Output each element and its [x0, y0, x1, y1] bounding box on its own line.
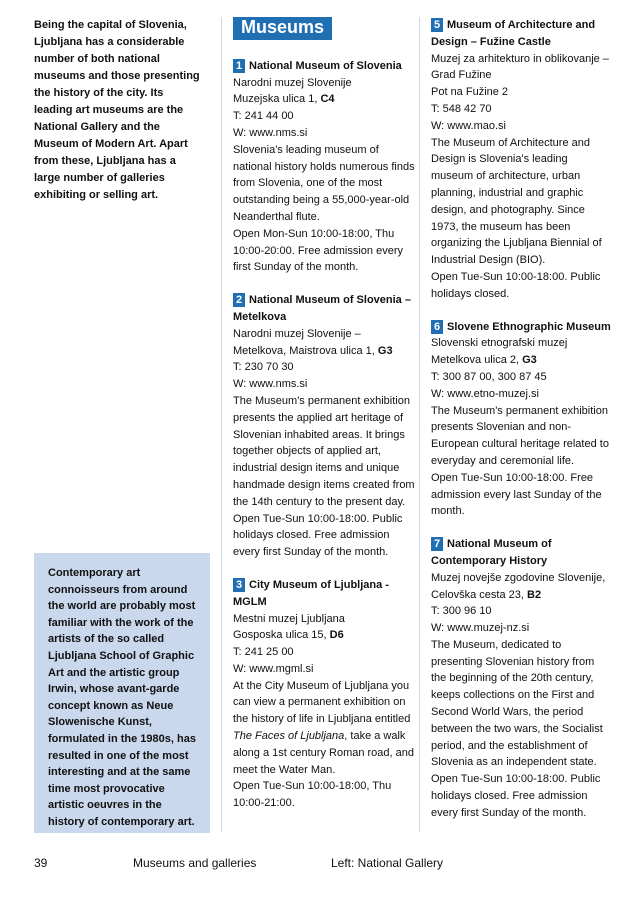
museum-title-text: Museum of Architecture and Design – Fužine Castle [431, 19, 596, 48]
museum-entry-3 [233, 577, 415, 812]
museum-website: W: www.nms.si [233, 126, 308, 139]
museum-number-badge: 3 [233, 578, 245, 592]
museum-address: Pot na Fužine 2 [431, 86, 509, 99]
intro-paragraph: Being the capital of Slovenia, Ljubljana has a considerable number of both national museums and those presenting the history of the city. Its leading art museums are the National Gallery and the Museum of Modern Art. Apart from these, Ljubljana has a large number of galleries exhibiting or selling art. [34, 19, 200, 201]
museums-column-middle [233, 17, 415, 828]
museums-column-right [431, 17, 611, 838]
map-reference: C4 [320, 93, 335, 106]
museum-entry-7 [431, 536, 611, 822]
map-reference: G3 [522, 354, 537, 367]
museum-title [233, 577, 415, 611]
museum-phone: T: 241 44 00 [233, 110, 294, 123]
museum-address: Metelkova, Maistrova ulica 1, G3 [233, 344, 393, 357]
museum-description: The Museum, dedicated to presenting Slovenian history from the beginning of the 20th century, keeps collections on the First and Second World Wars, the period between the two wars, the Socialist period, and the establishment of Slovenia as an independent state. [431, 638, 603, 769]
museum-website: W: www.muzej-nz.si [431, 622, 530, 635]
museum-native-name: Narodni muzej Slovenije – [233, 327, 361, 340]
museum-phone: T: 230 70 30 [233, 361, 294, 374]
museum-number-badge: 7 [431, 537, 443, 551]
section-header: Museums [233, 17, 332, 40]
museum-title [233, 58, 415, 75]
museum-entry-6 [431, 319, 611, 521]
museum-hours: Open Tue-Sun 10:00-18:00. Public holidays closed. Free admission every first Sunday of the month. [431, 773, 601, 819]
page-number: 39 [34, 856, 48, 870]
museum-native-name: Slovenski etnografski muzej [431, 337, 568, 350]
museum-phone: T: 300 96 10 [431, 605, 492, 618]
museum-number-badge: 2 [233, 293, 245, 307]
museum-address: Muzejska ulica 1, C4 [233, 93, 335, 106]
museum-number-badge: 5 [431, 18, 443, 32]
column-divider [419, 17, 420, 832]
museum-title-text: Slovene Ethnographic Museum [447, 320, 611, 333]
museum-phone: T: 241 25 00 [233, 646, 294, 659]
museum-hours: Open Mon-Sun 10:00-18:00, Thu 10:00-20:00. Free admission every first Sunday of the month. [233, 227, 403, 274]
museum-hours: Open Tue-Sun 10:00-18:00, Thu 10:00-21:00. [233, 780, 392, 810]
museum-title-text: National Museum of Slovenia – Metelkova [233, 294, 411, 323]
museum-description: The Museum's permanent exhibition presents the applied art heritage of Slovenian inhabited areas. It brings together objects of applied art, industrial design items and unique handmade design items created from the 14th century to the present day. [233, 394, 415, 508]
museum-hours: Open Tue-Sun 10:00-18:00. Free admission every last Sunday of the month. [431, 471, 602, 518]
museum-description: At the City Museum of Ljubljana you can view a permanent exhibition on the history of life in Ljubljana entitled The Faces of Ljubljana, take a walk along a 1st century Roman road, and meet the Water Man. [233, 679, 415, 776]
museum-address: Metelkova ulica 2, G3 [431, 354, 537, 367]
museum-phone: T: 300 87 00, 300 87 45 [431, 370, 547, 383]
museum-website: W: www.mgml.si [233, 662, 314, 675]
museum-website: W: www.mao.si [431, 119, 506, 132]
museum-native-name: Muzej novejše zgodovine Slovenije, Celovška cesta 23, B2 [431, 571, 606, 601]
museum-entry-5 [431, 17, 611, 303]
museum-number-badge: 6 [431, 320, 443, 334]
museum-phone: T: 548 42 70 [431, 102, 492, 115]
museum-title [431, 17, 611, 51]
museum-number-badge: 1 [233, 59, 245, 73]
museum-website: W: www.etno-muzej.si [431, 387, 539, 400]
museum-address: Gosposka ulica 15, D6 [233, 629, 344, 642]
section-name: Museums and galleries [133, 856, 257, 870]
museum-title [233, 292, 415, 326]
map-reference: B2 [527, 588, 542, 601]
exhibition-title: The Faces of Ljubljana [233, 730, 345, 743]
museum-title [431, 536, 611, 570]
museum-title [431, 319, 611, 336]
museum-native-name: Narodni muzej Slovenije [233, 76, 352, 89]
museum-description: Slovenia's leading museum of national history holds numerous finds from Slovenia, one of the most outstanding being a 55,000-year-old Neanderthal flute. [233, 143, 415, 223]
column-divider [221, 17, 222, 832]
museum-title-text: National Museum of Slovenia [249, 59, 402, 72]
museum-description: The Museum of Architecture and Design is Slovenia's leading museum of architecture, urban planning, industrial and graphic design, and photography. Since 1973, the museum has been organizing the Ljubljana Biennial of Industrial Design (BIO). [431, 136, 602, 267]
museum-website: W: www.nms.si [233, 378, 308, 391]
photo-caption: Left: National Gallery [331, 856, 444, 870]
museum-hours: Open Tue-Sun 10:00-18:00. Public holidays closed. Free admission every first Sunday of the month. [233, 512, 403, 559]
map-reference: G3 [377, 344, 393, 357]
museum-native-name: Muzej za arhitekturo in oblikovanje – Grad Fužine [431, 52, 609, 82]
museum-hours: Open Tue-Sun 10:00-18:00. Public holidays closed. [431, 270, 601, 300]
map-reference: D6 [329, 629, 344, 642]
museum-title-text: National Museum of Contemporary History [431, 538, 552, 567]
contemporary-art-sidebar: Contemporary art connoisseurs from around the world are probably most familiar with the work of the artists of the so called Ljubljana School of Graphic Art and the artistic group Irwin, whose avant-garde concept known as Neue Slowenische Kunst, formulated in the 1980s, has resulted in one of the most interesting and at the same time most provocative artistic oeuvres in the history of contemporary art. [34, 553, 210, 833]
museum-entry-1 [233, 58, 415, 276]
museum-entry-2 [233, 292, 415, 561]
museum-native-name: Mestni muzej Ljubljana [233, 612, 345, 625]
museum-title-text: City Museum of Ljubljana - MGLM [233, 578, 389, 608]
museum-description: The Museum's permanent exhibition presents Slovenian and non-European cultural heritage related to everyday and ceremonial life. [431, 404, 609, 467]
